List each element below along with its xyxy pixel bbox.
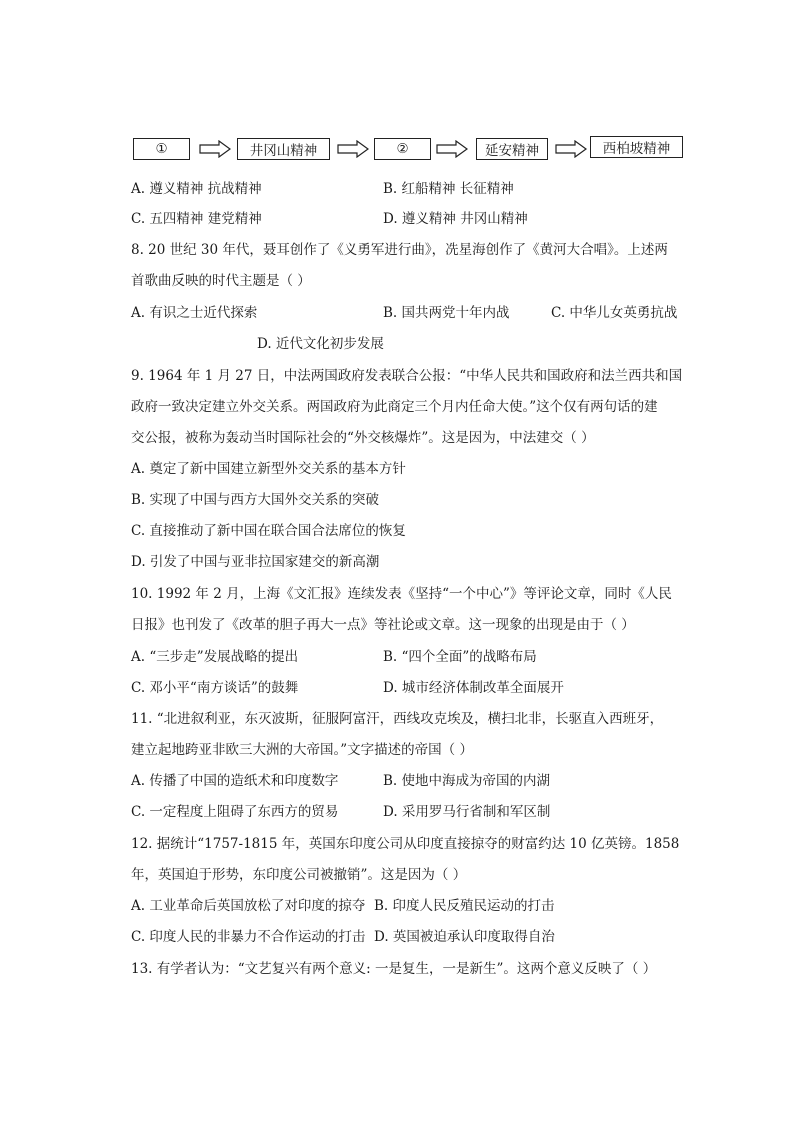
flow-box-xibaipo: [590, 136, 683, 158]
q12-option-d: D. 英国被迫承认印度取得自治: [374, 929, 555, 945]
q10-option-a: A. “三步走”发展战略的提出: [131, 649, 299, 665]
q11-option-d: D. 采用罗马行省制和军区制: [383, 804, 551, 820]
q9-option-c: C. 直接推动了新中国在联合国合法席位的恢复: [131, 523, 406, 539]
right-arrow-icon: [337, 140, 369, 158]
q8-option-a: A. 有识之士近代探索: [131, 305, 258, 321]
q10-option-c: C. 邓小平“南方谈话”的鼓舞: [131, 680, 299, 696]
q8-option-c: C. 中华儿女英勇抗战: [551, 305, 678, 321]
q12-option-c: C. 印度人民的非暴力不合作运动的打击: [131, 929, 366, 945]
q9-option-d: D. 引发了中国与亚非拉国家建交的新高潮: [131, 554, 380, 570]
q10-option-d: D. 城市经济体制改革全面展开: [383, 680, 564, 696]
flow-box-jinggangshan: [237, 138, 330, 160]
q11-option-a: A. 传播了中国的造纸术和印度数字: [131, 773, 339, 789]
q9-option-a: A. 奠定了新中国建立新型外交关系的基本方针: [131, 461, 406, 477]
q7-option-a: A. 遵义精神 抗战精神: [131, 181, 262, 197]
q9-option-b: B. 实现了中国与西方大国外交关系的突破: [131, 492, 380, 508]
q13-stem-line-1: 13. 有学者认为：“文艺复兴有两个意义: 一是复生，一是新生”。这两个意义反映了（ ）: [131, 961, 657, 977]
flow-box-label: 延安精神: [485, 143, 539, 159]
q12-stem-line-1: 12. 据统计“1757-1815 年，英国东印度公司从印度直接掠夺的财富约达 10 亿英镑。1858: [131, 836, 680, 852]
q7-option-c: C. 五四精神 建党精神: [131, 211, 262, 227]
q9-stem-line-3: 交公报，被称为轰动当时国际社会的“外交核爆炸”。这是因为，中法建交（ ）: [131, 430, 595, 446]
right-arrow-icon: [555, 140, 587, 158]
right-arrow-icon: [199, 140, 231, 158]
right-arrow-icon: [436, 140, 468, 158]
q11-stem-line-2: 建立起地跨亚非欧三大洲的大帝国。”文字描述的帝国（ ）: [131, 742, 473, 758]
q9-stem-line-1: 9. 1964 年 1 月 27 日，中法两国政府发表联合公报：“中华人民共和国政府和法兰西共和国: [131, 368, 683, 384]
flow-box-blank-1: [133, 138, 190, 160]
flow-box-label: 西柏坡精神: [602, 141, 671, 157]
q11-option-b: B. 使地中海成为帝国的内湖: [383, 773, 551, 789]
q8-stem-line-1: 8. 20 世纪 30 年代，聂耳创作了《义勇军进行曲》，冼星海创作了《黄河大合唱》。上述两: [131, 242, 668, 258]
flow-box-label: ①: [155, 141, 168, 157]
q8-option-d: D. 近代文化初步发展: [257, 336, 384, 352]
flow-box-label: 井冈山精神: [249, 143, 318, 159]
q8-option-b: B. 国共两党十年内战: [383, 305, 510, 321]
q8-stem-line-2: 首歌曲反映的时代主题是（ ）: [131, 273, 311, 289]
q12-option-a: A. 工业革命后英国放松了对印度的掠夺: [131, 898, 366, 914]
q7-option-b: B. 红船精神 长征精神: [383, 181, 514, 197]
flow-box-yanan: [476, 138, 548, 160]
q7-option-d: D. 遵义精神 井冈山精神: [383, 211, 528, 227]
flow-box-label: ②: [396, 141, 409, 157]
q12-stem-line-2: 年，英国迫于形势，东印度公司被撤销”。这是因为（ ）: [131, 867, 467, 883]
q9-stem-line-2: 政府一致决定建立外交关系。两国政府为此商定三个月内任命大使。”这个仅有两句话的建: [131, 399, 658, 415]
flow-box-blank-2: [374, 138, 431, 160]
q11-stem-line-1: 11. “北进叙利亚，东灭波斯，征服阿富汗，西线攻克埃及，横扫北非，长驱直入西班牙，: [131, 711, 664, 727]
q12-option-b: B. 印度人民反殖民运动的打击: [374, 898, 555, 914]
q11-option-c: C. 一定程度上阻碍了东西方的贸易: [131, 804, 339, 820]
q10-option-b: B. “四个全面”的战略布局: [383, 649, 537, 665]
q10-stem-line-1: 10. 1992 年 2 月，上海《文汇报》连续发表《坚持“一个中心”》等评论文章，同时《人民: [131, 586, 672, 602]
q10-stem-line-2: 日报》也刊发了《改革的胆子再大一点》等社论或文章。这一现象的出现是由于（ ）: [131, 617, 635, 633]
